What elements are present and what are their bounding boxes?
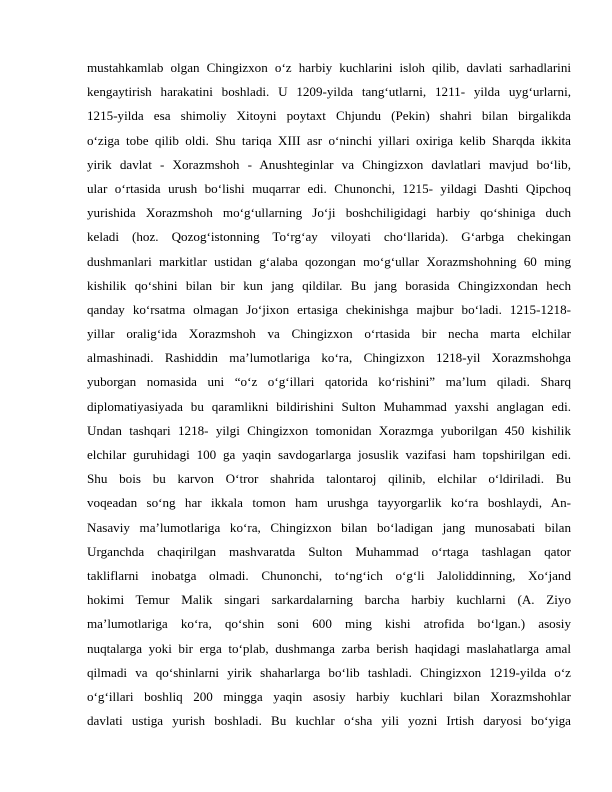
text-line: ma’lumotlariga ko‘ra, qo‘shin soni 600 ming kishi atrofida bo‘lgan.) asosiy bbox=[87, 616, 571, 632]
text-line: kishilik qo‘shini bilan bir kun jang qildilar. Bu jang borasida Chingizxondan hech bbox=[87, 277, 571, 293]
text-line: keladi (hoz. Qozog‘istonning To‘rg‘ay viloyati cho‘llarida). G‘arbga chekingan bbox=[87, 229, 571, 245]
text-line: nuqtalarga yoki bir erga to‘plab, dushmanga zarba berish haqidagi maslahatlarga amal bbox=[87, 640, 571, 656]
text-line: yillar oralig‘ida Xorazmshoh va Chingizxon o‘rtasida bir necha marta elchilar bbox=[87, 326, 571, 342]
text-line: qilmadi va qo‘shinlarni yirik shaharlarga bo‘lib tashladi. Chingizxon 1219-yilda o‘z bbox=[87, 664, 571, 680]
text-line: yirik davlat - Xorazmshoh - Anushteginlar va Chingizxon davlatlari mavjud bo‘lib, bbox=[87, 156, 571, 172]
text-line: Undan tashqari 1218- yilgi Chingizxon tomonidan Xorazmga yuborilgan 450 kishilik bbox=[87, 422, 571, 438]
text-line: yuborgan nomasida uni “o‘z o‘g‘illari qatorida ko‘rishini” ma’lum qiladi. Sharq bbox=[87, 374, 571, 390]
text-line: Urganchda chaqirilgan mashvaratda Sulton Muhammad o‘rtaga tashlagan qator bbox=[87, 543, 571, 559]
text-line: Shu bois bu karvon O‘tror shahrida talontaroj qilinib, elchilar o‘ldiriladi. Bu bbox=[87, 471, 571, 487]
text-line: ular o‘rtasida urush bo‘lishi muqarrar edi. Chunonchi, 1215- yildagi Dashti Qipchoq bbox=[87, 180, 571, 196]
text-line: almashinadi. Rashiddin ma’lumotlariga ko‘ra, Chingizxon 1218-yil Xorazmshohga bbox=[87, 350, 571, 366]
text-line: 1215-yilda esa shimoliy Xitoyni poytaxt Chjundu (Pekin) shahri bilan birgalikda bbox=[87, 108, 571, 124]
text-line: kengaytirish harakatini boshladi. U 1209-yilda tang‘utlarni, 1211- yilda uyg‘urlarni, bbox=[87, 84, 571, 100]
text-line: hokimi Temur Malik singari sarkardalarning barcha harbiy kuchlarni (A. Ziyo bbox=[87, 592, 571, 608]
text-line: takliflarni inobatga olmadi. Chunonchi, to‘ng‘ich o‘g‘li Jaloliddinning, Xo‘jand bbox=[87, 567, 571, 583]
text-line: voqeadan so‘ng har ikkala tomon ham urushga tayyorgarlik ko‘ra boshlaydi, An- bbox=[87, 495, 571, 511]
text-line: mustahkamlab olgan Chingizxon o‘z harbiy kuchlarini isloh qilib, davlati sarhadlarini bbox=[87, 60, 571, 75]
text-line: yurishida Xorazmshoh mo‘g‘ullarning Jo‘ji boshchiligidagi harbiy qo‘shiniga duch bbox=[87, 205, 571, 221]
text-line: qanday ko‘rsatma olmagan Jo‘jixon ertasiga chekinishga majbur bo‘ladi. 1215-1218- bbox=[87, 301, 571, 317]
text-line: elchilar guruhidagi 100 ga yaqin savdogarlarga josuslik vazifasi ham topshirilgan edi. bbox=[87, 447, 571, 462]
text-line: davlati ustiga yurish boshladi. Bu kuchlar o‘sha yili yozni Irtish daryosi bo‘yiga bbox=[87, 713, 571, 729]
text-line: dushmanlari markitlar ustidan g‘alaba qozongan mo‘g‘ullar Xorazmshohning 60 ming bbox=[87, 253, 571, 269]
text-line: diplomatiyasiyada bu qaramlikni bildirishini Sulton Muhammad yaxshi anglagan edi. bbox=[87, 398, 571, 414]
text-line: Nasaviy ma’lumotlariga ko‘ra, Chingizxon bilan bo‘ladigan jang munosabati bilan bbox=[87, 519, 571, 535]
text-line: o‘g‘illari boshliq 200 mingga yaqin asosiy harbiy kuchlari bilan Xorazmshohlar bbox=[87, 688, 571, 704]
body-text bbox=[87, 56, 571, 733]
text-line: o‘ziga tobe qilib oldi. Shu tariqa XIII asr o‘ninchi yillari oxiriga kelib Sharqda ikkita bbox=[87, 132, 571, 148]
